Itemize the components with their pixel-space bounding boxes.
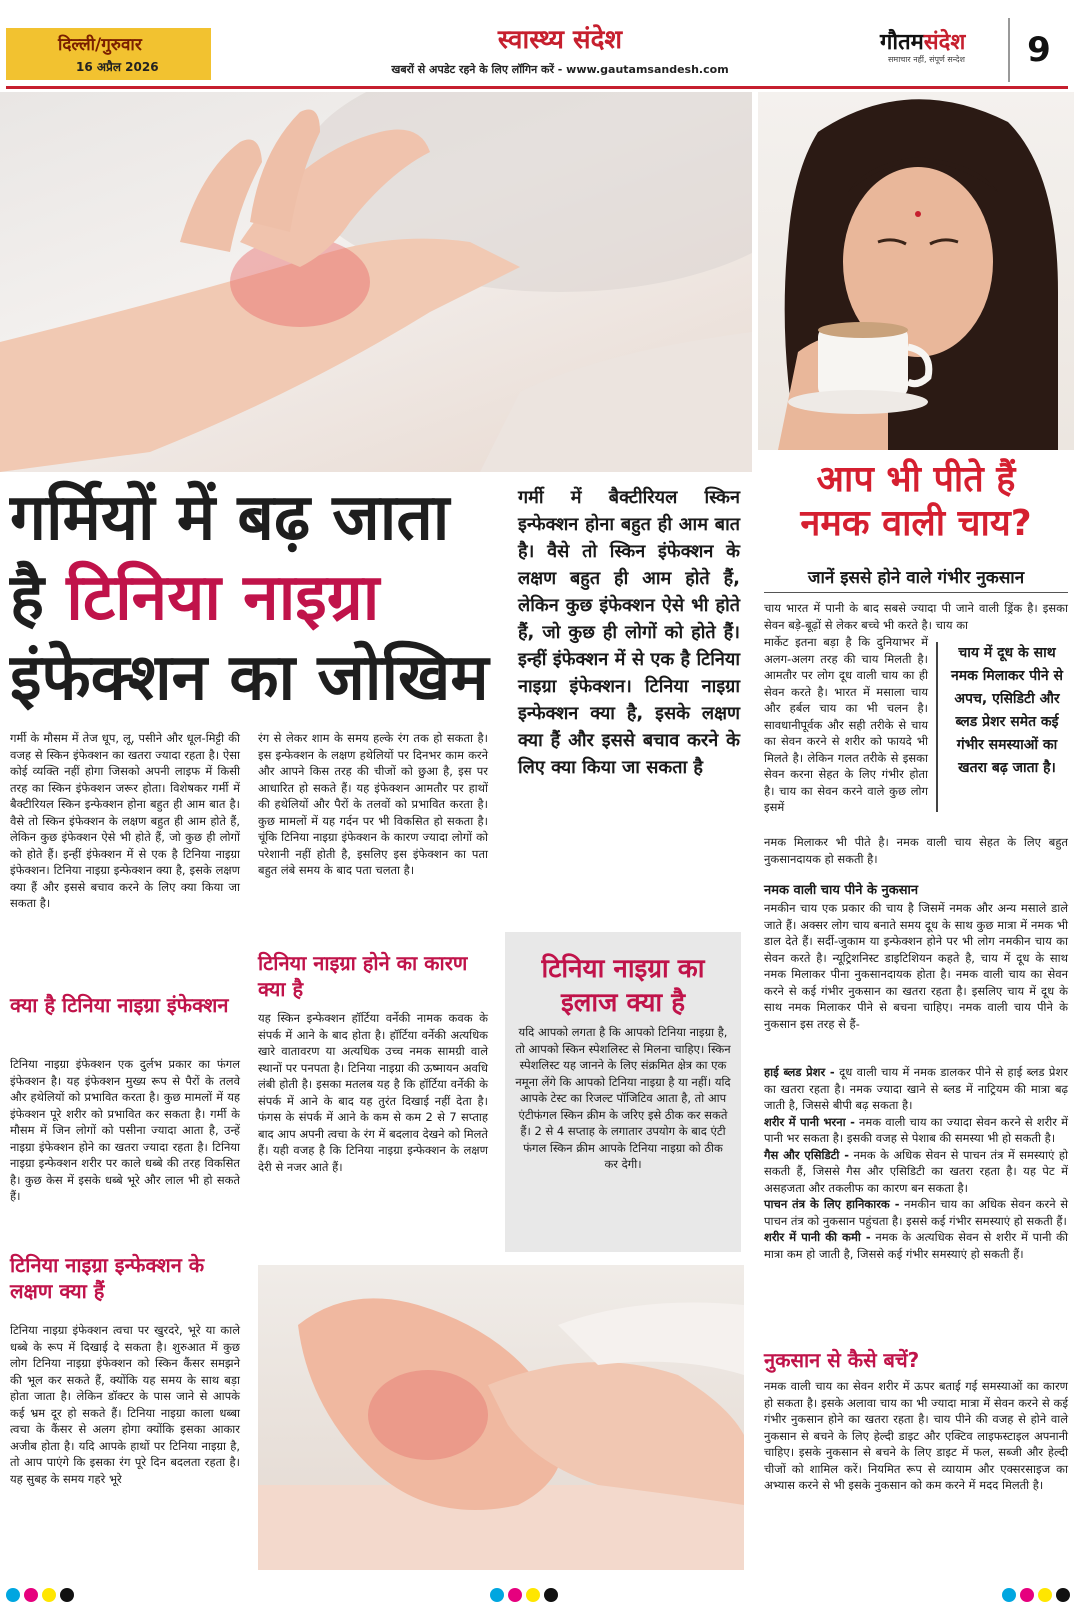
section-title: स्वास्थ्य संदेश — [497, 25, 623, 55]
intro-paragraph: गर्मी के मौसम में तेज धूप, लू, पसीने और धूल-मिट्टी की वजह से स्किन इंफेक्शन का खतरा ज्यादा रहता है। ऐसा कोई व्यक्ति नहीं होगा जिसको अपनी लाइफ में किसी तरह का स्किन इंफेक्शन जरूर होता। विशेषकर गर्मी में बैक्टीरियल स्किन इन्फेक्शन होना बहुत ही आम बात है। वैसे तो स्किन इंफेक्शन के लक्षण बहुत ही आम होते हैं, लेकिन कुछ इंफेक्शन ऐसे भी होते हैं, जो कुछ ही लोगों को होते हैं। इन्हीं इंफेक्शन में से एक है टिनिया नाइग्रा इंफेक्शन। टिनिया नाइग्रा इन्फेक्शन क्या है, इसके लक्षण क्या हैं और इससे बचाव करने के लिए क्या किया जा सकता है। — [10, 731, 240, 910]
subheading-symptoms: टिनिया नाइग्रा इन्फेक्शन के लक्षण क्या हैं — [10, 1253, 205, 1303]
effect-text: नमक के अत्यधिक सेवन से शरीर में पानी की मात्रा कम हो जाती है, जिससे कई गंभीर समस्याएं हो सकती हैं। — [764, 1230, 1068, 1261]
symptoms-text: टिनिया नाइग्रा इंफेक्शन त्वचा पर खुरदरे, भूरे या काले धब्बे के रूप में दिखाई दे सकता है। शुरुआत में कुछ लोग टिनिया नाइग्रा इंफेक्शन को स्किन कैंसर समझने की भूल कर सकते हैं, क्योंकि यह समय के साथ बड़ा होता जाता है। लेकिन डॉक्टर के पास जाने से आपके कई भ्रम दूर हो सकते हैं। टिनिया नाइग्रा काला धब्बा त्वचा के कैंसर से अलग होगा क्योंकि इसका आकार अजीब होता है। यदि आपके हाथों पर टिनिया नाइग्रा है, तो आप पाएंगे कि इसका रंग पूरे दिन बदलता रहता है। यह सुबह के समय गहरे भूरे — [10, 1323, 240, 1486]
treatment-box — [505, 932, 741, 1252]
effect-label: शरीर में पानी की कमी - — [764, 1230, 871, 1244]
effect-label: हाई ब्लड प्रेशर - — [764, 1065, 835, 1079]
newspaper-logo — [880, 26, 965, 56]
tea-headline-line2: नमक वाली चाय? — [800, 503, 1032, 544]
subheading-cause: टिनिया नाइग्रा होने का कारण क्या है — [258, 951, 468, 1001]
date-banner — [6, 28, 211, 80]
tea-headline — [764, 458, 1068, 546]
subheading-what-is: क्या है टिनिया नाइग्रा इंफेक्शन — [10, 993, 229, 1017]
tea-section1-text: नमकीन चाय एक प्रकार की चाय है जिसमें नमक और अन्य मसाले डाले जाते हैं। अक्सर लोग चाय बनाते समय दूध के साथ कुछ मात्रा में नमक भी डाल देते हैं। सर्दी-जुकाम या इन्फेक्शन होने पर भी लोग नमकीन चाय का सेवन करते है। न्यूट्रिशनिस्ट डाइटिशियन कहते है, चाय में दूध के साथ नमक मिलाकर पीना नुकसानदायक होता है। नमक वाली चाय का सेवन करने से कई गंभीर नुकसान का खतरा रहता है। इसलिए चाय में दूध के साथ नमक मिलाकर पीने से बचना चाहिए। नमक वाली चाय पीने के नुकसान इस तरह से हैं- — [764, 901, 1068, 1031]
photo-foot — [258, 1265, 744, 1570]
tea-effects-list — [764, 1064, 1068, 1262]
headline-line3: इंफेक्शन का जोखिम — [10, 641, 489, 715]
logo-tagline: समाचार नहीं, संपूर्ण सन्देश — [888, 55, 965, 64]
column2-text: रंग से लेकर शाम के समय हल्के रंग तक हो सकता है। इस इन्फेक्शन के लक्षण हथेलियों पर दिनभर काम करने और आपने किस तरह की चीजों को छुआ है, इस पर आधारित हो सकते हैं। यह इंफेक्शन आमतौर पर हाथों की हथेलियों और पैरों के तलवों को प्रभावित करता है। कुछ मामलों में यह गर्दन पर भी विकसित हो सकता है। चूंकि टिनिया नाइग्रा इंफेक्शन के कारण ज्यादा लोगों को परेशानी नहीं होती है, इसलिए इस इंफेक्शन का पता बहुत लंबे समय के बाद पता चलता है। — [258, 731, 488, 877]
header-rule — [6, 86, 1068, 89]
headline-line2-a: है — [10, 561, 67, 635]
logo-part2: संदेश — [923, 29, 966, 55]
effect-item — [764, 1064, 1068, 1114]
effect-text: दूध वाली चाय में नमक डालकर पीने से हाई ब्लड प्रेशर का खतरा रहता है। नमक ज्यादा खाने से ब्लड में नाट्रियम की मात्रा बढ़ जाती है, जिससे बीपी बढ़ सकता है। — [764, 1065, 1068, 1112]
tea-section2-title: नुकसान से कैसे बचें? — [764, 1348, 920, 1372]
cause-text: यह स्किन इन्फेक्शन हॉर्टिया वर्नेकी नामक कवक के संपर्क में आने के बाद होता है। हॉर्टिया वर्नेकी अत्यधिक खारे वातावरण या अत्यधिक उच्च नमक सामग्री वाले स्थानों पर पनपता है। टिनिया नाइग्रा की ऊष्मायन अवधि लंबी होती है। इसका मतलब यह है कि हॉर्टिया वर्नेकी के संपर्क में आने के बाद यह तुरंत दिखाई नहीं देता है। फंगस के संपर्क में आने के कम से कम 2 से 7 सप्ताह बाद आप अपनी त्वचा के रंग में बदलाव देखने को मिलते हैं। यही वजह है कि टिनिया नाइग्रा इन्फेक्शन के लक्षण देरी से नजर आते हैं। — [258, 1011, 488, 1174]
effect-label: पाचन तंत्र के लिए हानिकारक - — [764, 1197, 900, 1211]
issue-date: 16 अप्रैल 2026 — [76, 60, 159, 74]
tea-intro-top: चाय भारत में पानी के बाद सबसे ज्यादा पी जाने वाली ड्रिंक है। इसका सेवन बड़े-बूढ़ों से लेकर बच्चे भी करते है। चाय का — [764, 601, 1068, 632]
effect-text: नमक वाली चाय का ज्यादा सेवन करने से शरीर में पानी भर सकता है। इसकी वजह से पेशाब की समस्या भी हो सकती है। — [764, 1114, 1068, 1145]
photo-itchy-hand — [0, 92, 752, 472]
effect-item — [764, 1229, 1068, 1262]
page-number: 9 — [1008, 18, 1068, 82]
headline-line1: गर्मियों में बढ़ जाता — [10, 481, 450, 555]
headline-line2 — [10, 558, 510, 638]
headline-highlight: टिनिया नाइग्रा — [66, 561, 380, 635]
effect-label: शरीर में पानी भरना - — [764, 1114, 855, 1129]
lead-paragraph: गर्मी में बैक्टीरियल स्किन इन्फेक्शन होना बहुत ही आम बात है। वैसे तो स्किन इंफेक्शन के लक्षण बहुत ही आम होते हैं, लेकिन कुछ इंफेक्शन ऐसे भी होते हैं, जो कुछ ही लोगों को होते हैं। इन्हीं इंफेक्शन में से एक है टिनिया नाइग्रा इंफेक्शन। टिनिया नाइग्रा इन्फेक्शन क्या है, इसके लक्षण क्या हैं और इससे बचाव करने के लिए क्या किया जा सकता है — [518, 487, 740, 778]
effect-item — [764, 1196, 1068, 1229]
treatment-title: टिनिया नाइग्रा का इलाज क्या है — [541, 954, 705, 1018]
logo-part1: गौतम — [880, 29, 924, 55]
effect-text: नमक के अधिक सेवन से पाचन तंत्र में समस्याएं हो सकती हैं, जिससे गैस और एसिडिटी का खतरा रहता है। यह पेट में असहजता और तकलीफ का कारण बन सकता है। — [764, 1147, 1068, 1195]
tea-section2-text: नमक वाली चाय का सेवन शरीर में ऊपर बताई गई समस्याओं का कारण हो सकता है। इसके अलावा चाय का भी ज्यादा मात्रा में सेवन करने से कई गंभीर नुकसान होने का खतरा रहता है। चाय पीने की वजह से होने वाले नुकसान से बचने के लिए हेल्दी डाइट और एक्टिव लाइफस्टाइल अपनानी चाहिए। इसके नुकसान से बचने के लिए डाइट में फल, सब्जी और हेल्दी चीजों को शामिल करें। नियमित रूप से व्यायाम और एक्सरसाइज का अभ्यास करने से भी इसके नुकसान को कम करने में मदद मिलती है। — [764, 1379, 1068, 1492]
tea-intro-cont: नमक मिलाकर भी पीते है। नमक वाली चाय सेहत के लिए बहुत नुकसानदायक हो सकती है। — [764, 835, 1068, 866]
photo-woman-tea — [758, 92, 1074, 450]
tea-subheadline: जानें इससे होने वाले गंभीर नुकसान — [807, 568, 1025, 588]
city-day: दिल्ली/गुरुवार — [58, 35, 142, 55]
tea-intro-column: मार्केट इतना बड़ा है कि दुनियाभर में अलग-अलग तरह की चाय मिलती है। आमतौर पर लोग दूध वाली चाय का ही सेवन करते है। भारत में मसाला चाय और हर्बल चाय का भी चलन है। सावधानीपूर्वक और सही तरीके से चाय का सेवन करने से शरीर को फायदे भी मिलते है। लेकिन गलत तरीके से इसका सेवन करना सेहत के लिए गंभीर होता है। चाय का सेवन करने वाले कुछ लोग इसमें — [764, 635, 928, 814]
what-is-text: टिनिया नाइग्रा इंफेक्शन एक दुर्लभ प्रकार का फंगल इंफेक्शन है। यह इंफेक्शन मुख्य रूप से पैरों के तलवे और हथेलियों को प्रभावित करता है। कुछ मामलों में यह इंफेक्शन पूरे शरीर को प्रभावित कर सकता है। गर्मी के मौसम में जिन लोगों को पसीना ज्यादा आता है, उन्हें नाइग्रा इंफेक्शन होने का खतरा ज्यादा रहता है। टिनिया नाइग्रा इन्फेक्शन शरीर पर काले धब्बे की तरह विकसित है। कुछ केस में इसके धब्बे भूरे और लाल भी हो सकते हैं। — [10, 1057, 240, 1203]
hand-illustration — [0, 92, 752, 472]
main-headline — [10, 478, 510, 718]
foot-illustration — [258, 1265, 744, 1570]
tea-section1-title: नमक वाली चाय पीने के नुकसान — [764, 883, 919, 898]
effect-item — [764, 1114, 1068, 1147]
effect-item — [764, 1147, 1068, 1197]
effect-text: नमकीन चाय का अधिक सेवन करने से पाचन तंत्र को नुकसान पहुंचता है। इससे कई गंभीर समस्याएं हो सकती हैं। — [764, 1197, 1068, 1228]
tea-separator — [764, 592, 1068, 593]
tea-headline-line1: आप भी पीते हैं — [816, 459, 1016, 500]
tea-pullquote: चाय में दूध के साथ नमक मिलाकर पीने से अपच, एसिडिटी और ब्लड प्रेशर समेत कई गंभीर समस्याओं का खतरा बढ़ जाता है। — [936, 642, 1068, 812]
treatment-text: यदि आपको लगता है कि आपको टिनिया नाइग्रा है, तो आपको स्किन स्पेशलिस्ट से मिलना चाहिए। स्किन स्पेशलिस्ट यह जानने के लिए संक्रमित क्षेत्र का एक नमूना लेंगे कि आपको टिनिया नाइग्रा है या नहीं। यदि आपके टेस्ट का रिजल्ट पॉजिटिव आता है, तो आप एंटीफंगल स्किन क्रीम के जरिए इसे ठीक कर सकते हैं। 2 से 4 सप्ताह के लगातार उपयोग के बाद एंटी फंगल स्किन क्रीम आपके टिनिया नाइग्रा को ठीक कर देगी। — [515, 1025, 731, 1171]
woman-illustration — [758, 92, 1074, 450]
header-subline[interactable]: खबरों से अपडेट रहने के लिए लॉगिन करें - www.gautamsandesh.com — [391, 63, 729, 76]
effect-label: गैस और एसिडिटी - — [764, 1147, 850, 1162]
